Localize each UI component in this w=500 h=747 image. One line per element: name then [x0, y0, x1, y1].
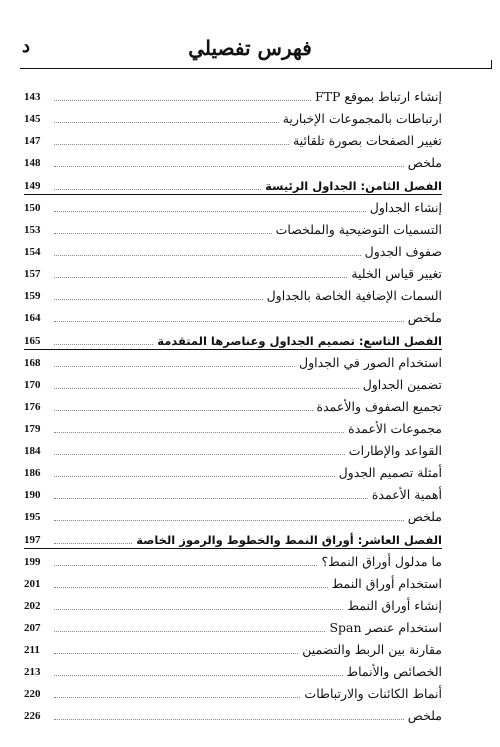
toc-chapter-title: الفصل الثامن: الجداول الرئيسة — [265, 179, 442, 193]
toc-entry-title: ملخص — [407, 155, 442, 170]
toc-page-number: 201 — [24, 578, 41, 590]
toc-row — [24, 504, 442, 526]
toc-entry-title: صفوف الجدول — [364, 244, 442, 259]
toc-page-number: 207 — [24, 622, 41, 634]
toc-entry-title: أهمية الأعمدة — [371, 487, 442, 502]
toc-row — [24, 372, 442, 394]
toc-row — [24, 261, 442, 283]
toc-entry-title: تجميع الصفوف والأعمدة — [316, 399, 442, 414]
toc-row — [24, 394, 442, 416]
dot-leader — [54, 454, 345, 455]
dot-leader — [54, 277, 347, 278]
toc-entry-title: التسميات التوضيحية والملخصات — [275, 222, 442, 237]
page-letter: د — [22, 36, 31, 57]
toc-row — [24, 438, 442, 460]
dot-leader — [54, 189, 261, 190]
dot-leader — [54, 255, 361, 256]
toc-row — [24, 283, 442, 305]
toc-entry-title: استخدام عنصر Span — [329, 620, 442, 635]
toc-page-number: 176 — [24, 401, 41, 413]
toc-entry-title: ملخص — [407, 310, 442, 325]
toc-page-number: 195 — [24, 511, 41, 523]
toc-page-number: 149 — [24, 180, 41, 192]
toc-row — [24, 482, 442, 504]
toc-row — [24, 128, 442, 150]
toc-entry-title: الخصائص والأنماط — [346, 664, 442, 679]
toc-row — [24, 150, 442, 172]
toc-row — [24, 703, 442, 725]
toc-page-number: 147 — [24, 135, 41, 147]
toc-chapter-title: الفصل العاشر: أوراق النمط والخطوط والرموز الخاصة — [136, 533, 442, 547]
dot-leader — [54, 321, 404, 322]
toc-page-number: 164 — [24, 312, 41, 324]
toc-page-number: 199 — [24, 556, 41, 568]
toc-chapter-row — [24, 173, 442, 195]
toc-page-number: 211 — [24, 644, 40, 656]
toc-chapter-row — [24, 527, 442, 549]
toc-entry-title: إنشاء ارتباط بموقع FTP — [314, 89, 442, 104]
toc-page-number: 170 — [24, 379, 41, 391]
dot-leader — [54, 410, 313, 411]
dot-leader — [54, 344, 153, 345]
page-title: فهرس تفصيلي — [188, 36, 312, 60]
dot-leader — [54, 388, 359, 389]
dot-leader — [54, 697, 300, 698]
toc-page-number: 143 — [24, 91, 41, 103]
toc-row — [24, 239, 442, 261]
dot-leader — [54, 233, 272, 234]
toc-entry-title: تضمين الجداول — [362, 377, 442, 392]
dot-leader — [54, 565, 317, 566]
toc-page-number: 226 — [24, 710, 41, 722]
dot-leader — [54, 211, 366, 212]
toc-page-number: 220 — [24, 688, 41, 700]
toc-chapter-title: الفصل التاسع: تصميم الجداول وعناصرها المتقدمة — [157, 334, 442, 348]
toc-entry-title: السمات الإضافية الخاصة بالجداول — [266, 288, 442, 303]
dot-leader — [54, 719, 404, 720]
toc-row — [24, 84, 442, 106]
dot-leader — [54, 100, 311, 101]
dot-leader — [54, 520, 404, 521]
dot-leader — [54, 476, 335, 477]
toc-page-number: 202 — [24, 600, 41, 612]
toc-entry-title: استخدام أوراق النمط — [331, 576, 442, 591]
toc-entry-title: ارتباطات بالمجموعات الإخبارية — [282, 111, 442, 126]
toc-page-number: 145 — [24, 113, 41, 125]
toc-page-number: 168 — [24, 357, 41, 369]
toc-page-number: 157 — [24, 268, 41, 280]
toc-entry-title: ما مدلول أوراق النمط؟ — [321, 554, 442, 569]
dot-leader — [54, 299, 263, 300]
toc-page-number: 197 — [24, 534, 41, 546]
dot-leader — [54, 432, 344, 433]
toc-page-number: 190 — [24, 489, 41, 501]
toc-entry-title: تغيير الصفحات بصورة تلقائية — [292, 133, 442, 148]
toc-entry-title: ملخص — [407, 509, 442, 524]
toc-row — [24, 571, 442, 593]
toc-page-number: 159 — [24, 290, 41, 302]
toc-page-number: 150 — [24, 202, 41, 214]
toc-entry-title: القواعد والإطارات — [348, 443, 442, 458]
dot-leader — [54, 587, 328, 588]
dot-leader — [54, 498, 368, 499]
dot-leader — [54, 366, 295, 367]
toc-row — [24, 615, 442, 637]
header-divider — [20, 68, 492, 69]
toc-row — [24, 659, 442, 681]
toc-entry-title: ملخص — [407, 708, 442, 723]
dot-leader — [54, 609, 343, 610]
dot-leader — [54, 166, 404, 167]
toc-row — [24, 681, 442, 703]
toc-entry-title: مقارنة بين الربط والتضمين — [302, 642, 442, 657]
toc-entry-title: إنشاء أوراق النمط — [347, 598, 442, 613]
dot-leader — [54, 631, 325, 632]
dot-leader — [54, 675, 343, 676]
toc-entry-title: أمثلة تصميم الجدول — [338, 465, 442, 480]
toc-page-number: 165 — [24, 335, 41, 347]
toc-row — [24, 350, 442, 372]
toc-row — [24, 549, 442, 571]
toc-page-number: 154 — [24, 246, 41, 258]
dot-leader — [54, 653, 298, 654]
toc-page-number: 179 — [24, 423, 41, 435]
toc-entry-title: إنشاء الجداول — [369, 200, 442, 215]
toc-row — [24, 217, 442, 239]
toc-row — [24, 305, 442, 327]
toc-row — [24, 195, 442, 217]
toc-page-number: 148 — [24, 157, 41, 169]
toc-row — [24, 637, 442, 659]
dot-leader — [54, 543, 132, 544]
toc-page-number: 184 — [24, 445, 41, 457]
toc-entry-title: استخدام الصور في الجداول — [299, 355, 442, 370]
toc-page-number: 213 — [24, 666, 41, 678]
toc-row — [24, 106, 442, 128]
toc-entry-title: أنماط الكائنات والارتباطات — [304, 686, 442, 701]
toc-row — [24, 416, 442, 438]
toc-entry-title: تغيير قياس الخلية — [351, 266, 442, 281]
toc-page-number: 186 — [24, 467, 41, 479]
header-divider-tick — [491, 60, 492, 69]
toc-chapter-row — [24, 328, 442, 350]
toc-page-number: 153 — [24, 224, 41, 236]
page-header — [0, 30, 500, 74]
toc-row — [24, 593, 442, 615]
dot-leader — [54, 144, 289, 145]
toc-row — [24, 460, 442, 482]
toc-entry-title: مجموعات الأعمدة — [348, 421, 442, 436]
dot-leader — [54, 122, 279, 123]
table-of-contents — [24, 84, 442, 725]
